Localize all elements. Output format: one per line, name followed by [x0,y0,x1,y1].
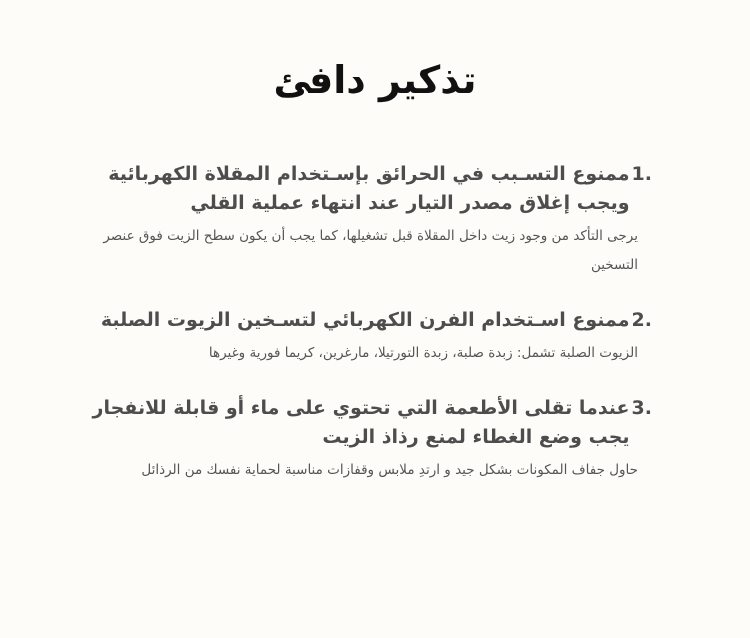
item-heading [72,394,652,452]
reminder-list [72,160,652,511]
item-number: 3. [631,397,652,419]
item-heading-text: ممنوع اسـتخدام الفرن الكهربائي لتسـخين الزيوت الصلبة [100,309,630,331]
page-title: تذكير دافئ [273,58,477,102]
list-item [72,160,652,280]
item-heading [72,160,652,218]
list-item [72,306,652,368]
item-heading-text: عندما تقلى الأطعمة التي تحتوي على ماء أو قابلة للانفجار يجب وضع الغطاء لمنع رذاذ الزيت [92,397,630,448]
item-note: يرجى التأكد من وجود زيت داخل المقلاة قبل تشغيلها، كما يجب أن يكون سطح الزيت فوق عنصر التسخين [103,228,638,273]
item-number: 1. [631,163,652,185]
item-note: الزيوت الصلبة تشمل: زبدة صلبة، زبدة التورتيلا، مارغرين، كريما فورية وغيرها [208,345,638,361]
list-item [72,394,652,485]
item-heading [72,306,652,335]
item-note: حاول جفاف المكونات بشكل جيد و ارتدِ ملابس وقفازات مناسبة لحماية نفسك من الرذائل [141,462,638,478]
item-number: 2. [631,309,652,331]
item-heading-text: ممنوع التسـبب في الحرائق بإسـتخدام المقلاة الكهربائية ويجب إغلاق مصدر التيار عند انتهاء عملية القلي [108,163,630,214]
